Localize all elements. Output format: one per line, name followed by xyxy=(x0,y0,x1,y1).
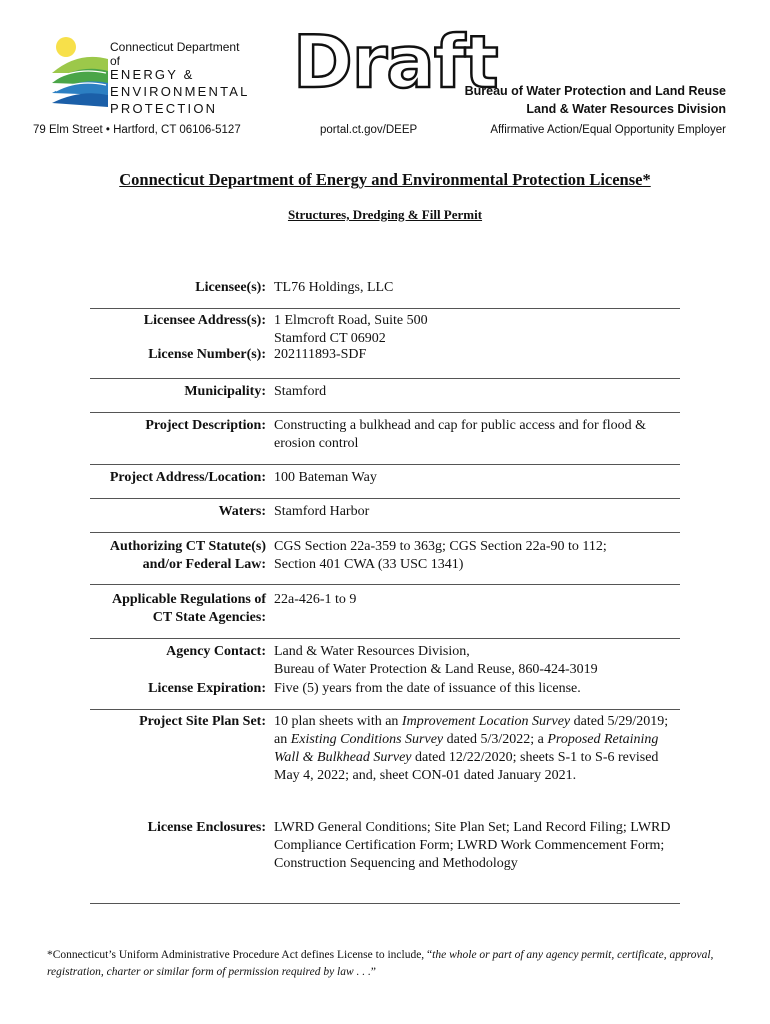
document-title: Connecticut Department of Energy and Environmental Protection License* xyxy=(119,170,651,189)
description-line-2: erosion control xyxy=(274,436,359,451)
regulations-label-line-2: CT State Agencies: xyxy=(152,610,266,625)
field-value: 22a-426-1 to 9 xyxy=(274,592,357,607)
footnote-quote: the whole or part of any agency permit, certificate, approval, registration, charter or similar form of permission required by law . . . xyxy=(47,949,714,978)
logo-line-2: ENERGY & xyxy=(110,67,195,82)
field-label: License Number(s): xyxy=(148,347,266,362)
field-value xyxy=(274,312,684,348)
field-value: Stamford Harbor xyxy=(274,504,370,519)
website-link[interactable]: portal.ct.gov/DEEP xyxy=(320,124,418,136)
site-plan-italic: Existing Conditions Survey xyxy=(290,732,444,747)
field-value xyxy=(274,643,684,679)
field-label: License Expiration: xyxy=(148,681,266,696)
site-plan-text: dated 5/29/2019; an xyxy=(274,714,669,747)
field-value xyxy=(274,538,684,574)
divider xyxy=(90,584,680,585)
description-line-1: Constructing a bulkhead and cap for public access and for flood & xyxy=(274,418,647,433)
field-label: Licensee(s): xyxy=(195,280,266,295)
field-value xyxy=(274,417,684,453)
field-value: LWRD General Conditions; Site Plan Set; Land Record Filing; LWRD Compliance Certification Form; LWRD Work Commencement Form; Construction Sequencing and Methodology xyxy=(274,820,671,871)
footnote xyxy=(47,947,727,981)
field-label: License Enclosures: xyxy=(147,820,266,835)
field-value: 202111893-SDF xyxy=(274,347,367,362)
statute-line-2: Section 401 CWA (33 USC 1341) xyxy=(274,557,464,572)
street-address: 79 Elm Street • Hartford, CT 06106-5127 xyxy=(33,124,241,136)
site-plan-italic: Proposed Retaining Wall & Bulkhead Survey xyxy=(274,732,659,765)
field-value: Stamford xyxy=(274,384,327,399)
divider xyxy=(90,532,680,533)
field-label: Municipality: xyxy=(184,384,266,399)
divider xyxy=(90,464,680,465)
divider xyxy=(90,378,680,379)
field-value xyxy=(274,713,674,785)
statute-label-line-2: and/or Federal Law: xyxy=(142,557,266,572)
bureau-line-2: Land & Water Resources Division xyxy=(526,102,726,116)
divider xyxy=(90,412,680,413)
field-label xyxy=(110,538,266,574)
footnote-end: ” xyxy=(370,966,377,978)
divider xyxy=(90,709,680,710)
logo-line-4: PROTECTION xyxy=(110,101,218,116)
address-line-2: Stamford CT 06902 xyxy=(274,331,386,346)
contact-line-1: Land & Water Resources Division, xyxy=(274,644,470,659)
logo-line-3: ENVIRONMENTAL xyxy=(110,84,250,99)
divider xyxy=(90,498,680,499)
divider xyxy=(90,638,680,639)
field-value: Five (5) years from the date of issuance of this license. xyxy=(274,681,581,696)
bureau-heading xyxy=(465,82,726,118)
field-label: Project Description: xyxy=(145,418,266,433)
landscape-logo-icon xyxy=(48,33,110,115)
regulations-label-line-1: Applicable Regulations of xyxy=(111,592,266,607)
field-label: Project Address/Location: xyxy=(109,470,266,485)
footnote-text: *Connecticut’s Uniform Administrative Procedure Act defines License to include, “ xyxy=(47,949,433,961)
divider xyxy=(90,308,680,309)
statute-line-1: CGS Section 22a-359 to 363g; CGS Section 22a-90 to 112; xyxy=(274,539,607,554)
field-value: 100 Bateman Way xyxy=(274,470,377,485)
field-value: TL76 Holdings, LLC xyxy=(274,280,394,295)
contact-line-2: Bureau of Water Protection & Land Reuse, 860-424-3019 xyxy=(274,662,598,677)
field-label xyxy=(112,591,266,627)
site-plan-text: dated 5/3/2022; a xyxy=(443,732,548,747)
employer-statement: Affirmative Action/Equal Opportunity Employer xyxy=(490,124,726,136)
address-line-1: 1 Elmcroft Road, Suite 500 xyxy=(274,313,428,328)
field-label: Project Site Plan Set: xyxy=(139,714,266,729)
field-label: Licensee Address(s): xyxy=(143,313,266,328)
site-plan-text: 10 plan sheets with an xyxy=(274,714,402,729)
deep-logo xyxy=(48,33,248,115)
logo-line-1: Connecticut Department of xyxy=(110,40,240,68)
site-plan-text: dated 12/22/2020; sheets S-1 to S-6 revised May 4, 2022; and, sheet CON-01 dated January 2021. xyxy=(274,750,659,783)
field-label: Waters: xyxy=(218,504,266,519)
draft-watermark: Draft xyxy=(293,20,498,104)
document-subtitle: Structures, Dredging & Fill Permit xyxy=(287,207,483,222)
bureau-line-1: Bureau of Water Protection and Land Reuse xyxy=(464,84,726,98)
field-label: Agency Contact: xyxy=(166,644,266,659)
statute-label-line-1: Authorizing CT Statute(s) xyxy=(109,539,266,554)
site-plan-italic: Improvement Location Survey xyxy=(401,714,571,729)
divider xyxy=(90,903,680,904)
